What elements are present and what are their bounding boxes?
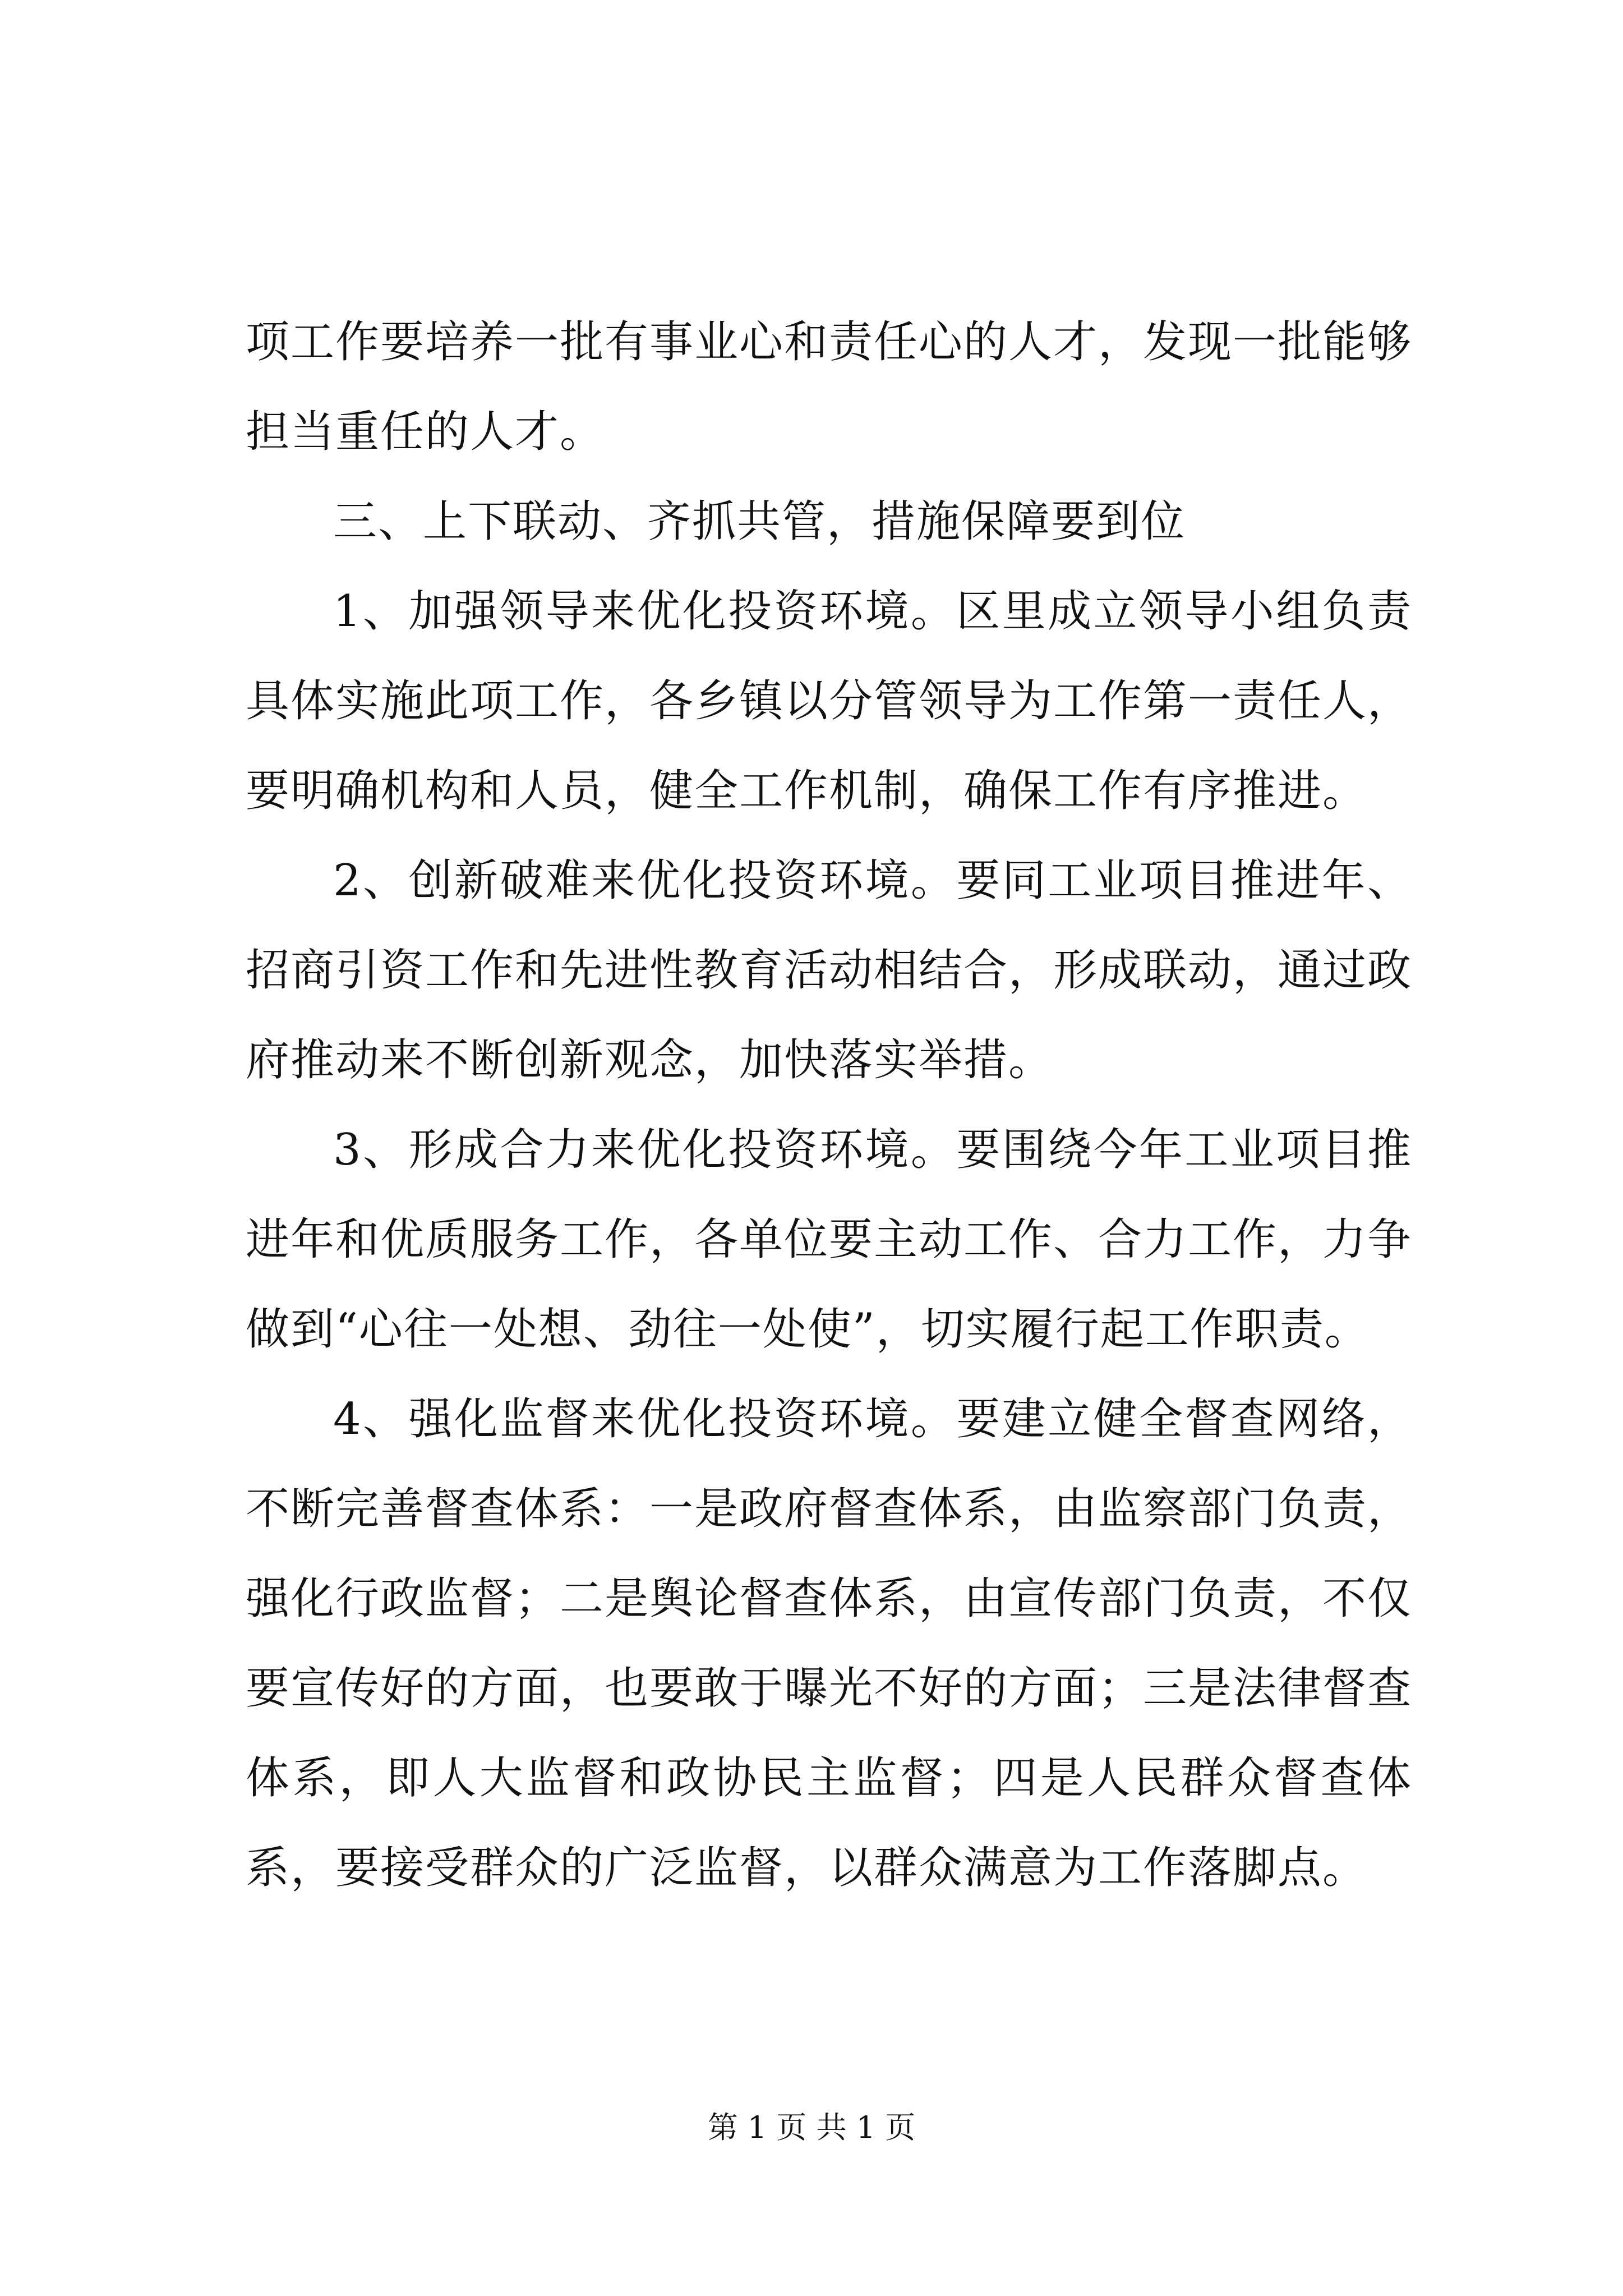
continuation-paragraph: 项工作要培养一批有事业心和责任心的人才，发现一批能够担当重任的人才。 xyxy=(246,317,1413,457)
section-three-heading: 三、上下联动、齐抓共管，措施保障要到位 xyxy=(333,496,1186,547)
page-number-footer: 第 1 页 共 1 页 xyxy=(707,2110,916,2145)
item-4-paragraph: 4、强化监督来优化投资环境。要建立健全督查网络，不断完善督查体系：一是政府督查体系，由监察部门负责，强化行政监督；二是舆论督查体系，由宣传部门负责，不仅要宣传好的方面，也要敢于曝光不好的方面；三是法律督查体系，即人大监督和政协民主监督；四是人民群众督查体系，要接受群众的广泛监督，以群众满意为工作落脚点。 xyxy=(246,1394,1413,1893)
item-3-paragraph: 3、形成合力来优化投资环境。要围绕今年工业项目推进年和优质服务工作，各单位要主动工作、合力工作，力争做到“心往一处想、劲往一处使”，切实履行起工作职责。 xyxy=(246,1125,1413,1355)
document-body xyxy=(246,297,1412,1913)
item-2-paragraph: 2、创新破难来优化投资环境。要同工业项目推进年、招商引资工作和先进性教育活动相结合，形成联动，通过政府推动来不断创新观念，加快落实举措。 xyxy=(246,855,1413,1085)
item-1-paragraph: 1、加强领导来优化投资环境。区里成立领导小组负责具体实施此项工作，各乡镇以分管领导为工作第一责任人，要明确机构和人员，健全工作机制，确保工作有序推进。 xyxy=(246,586,1413,816)
